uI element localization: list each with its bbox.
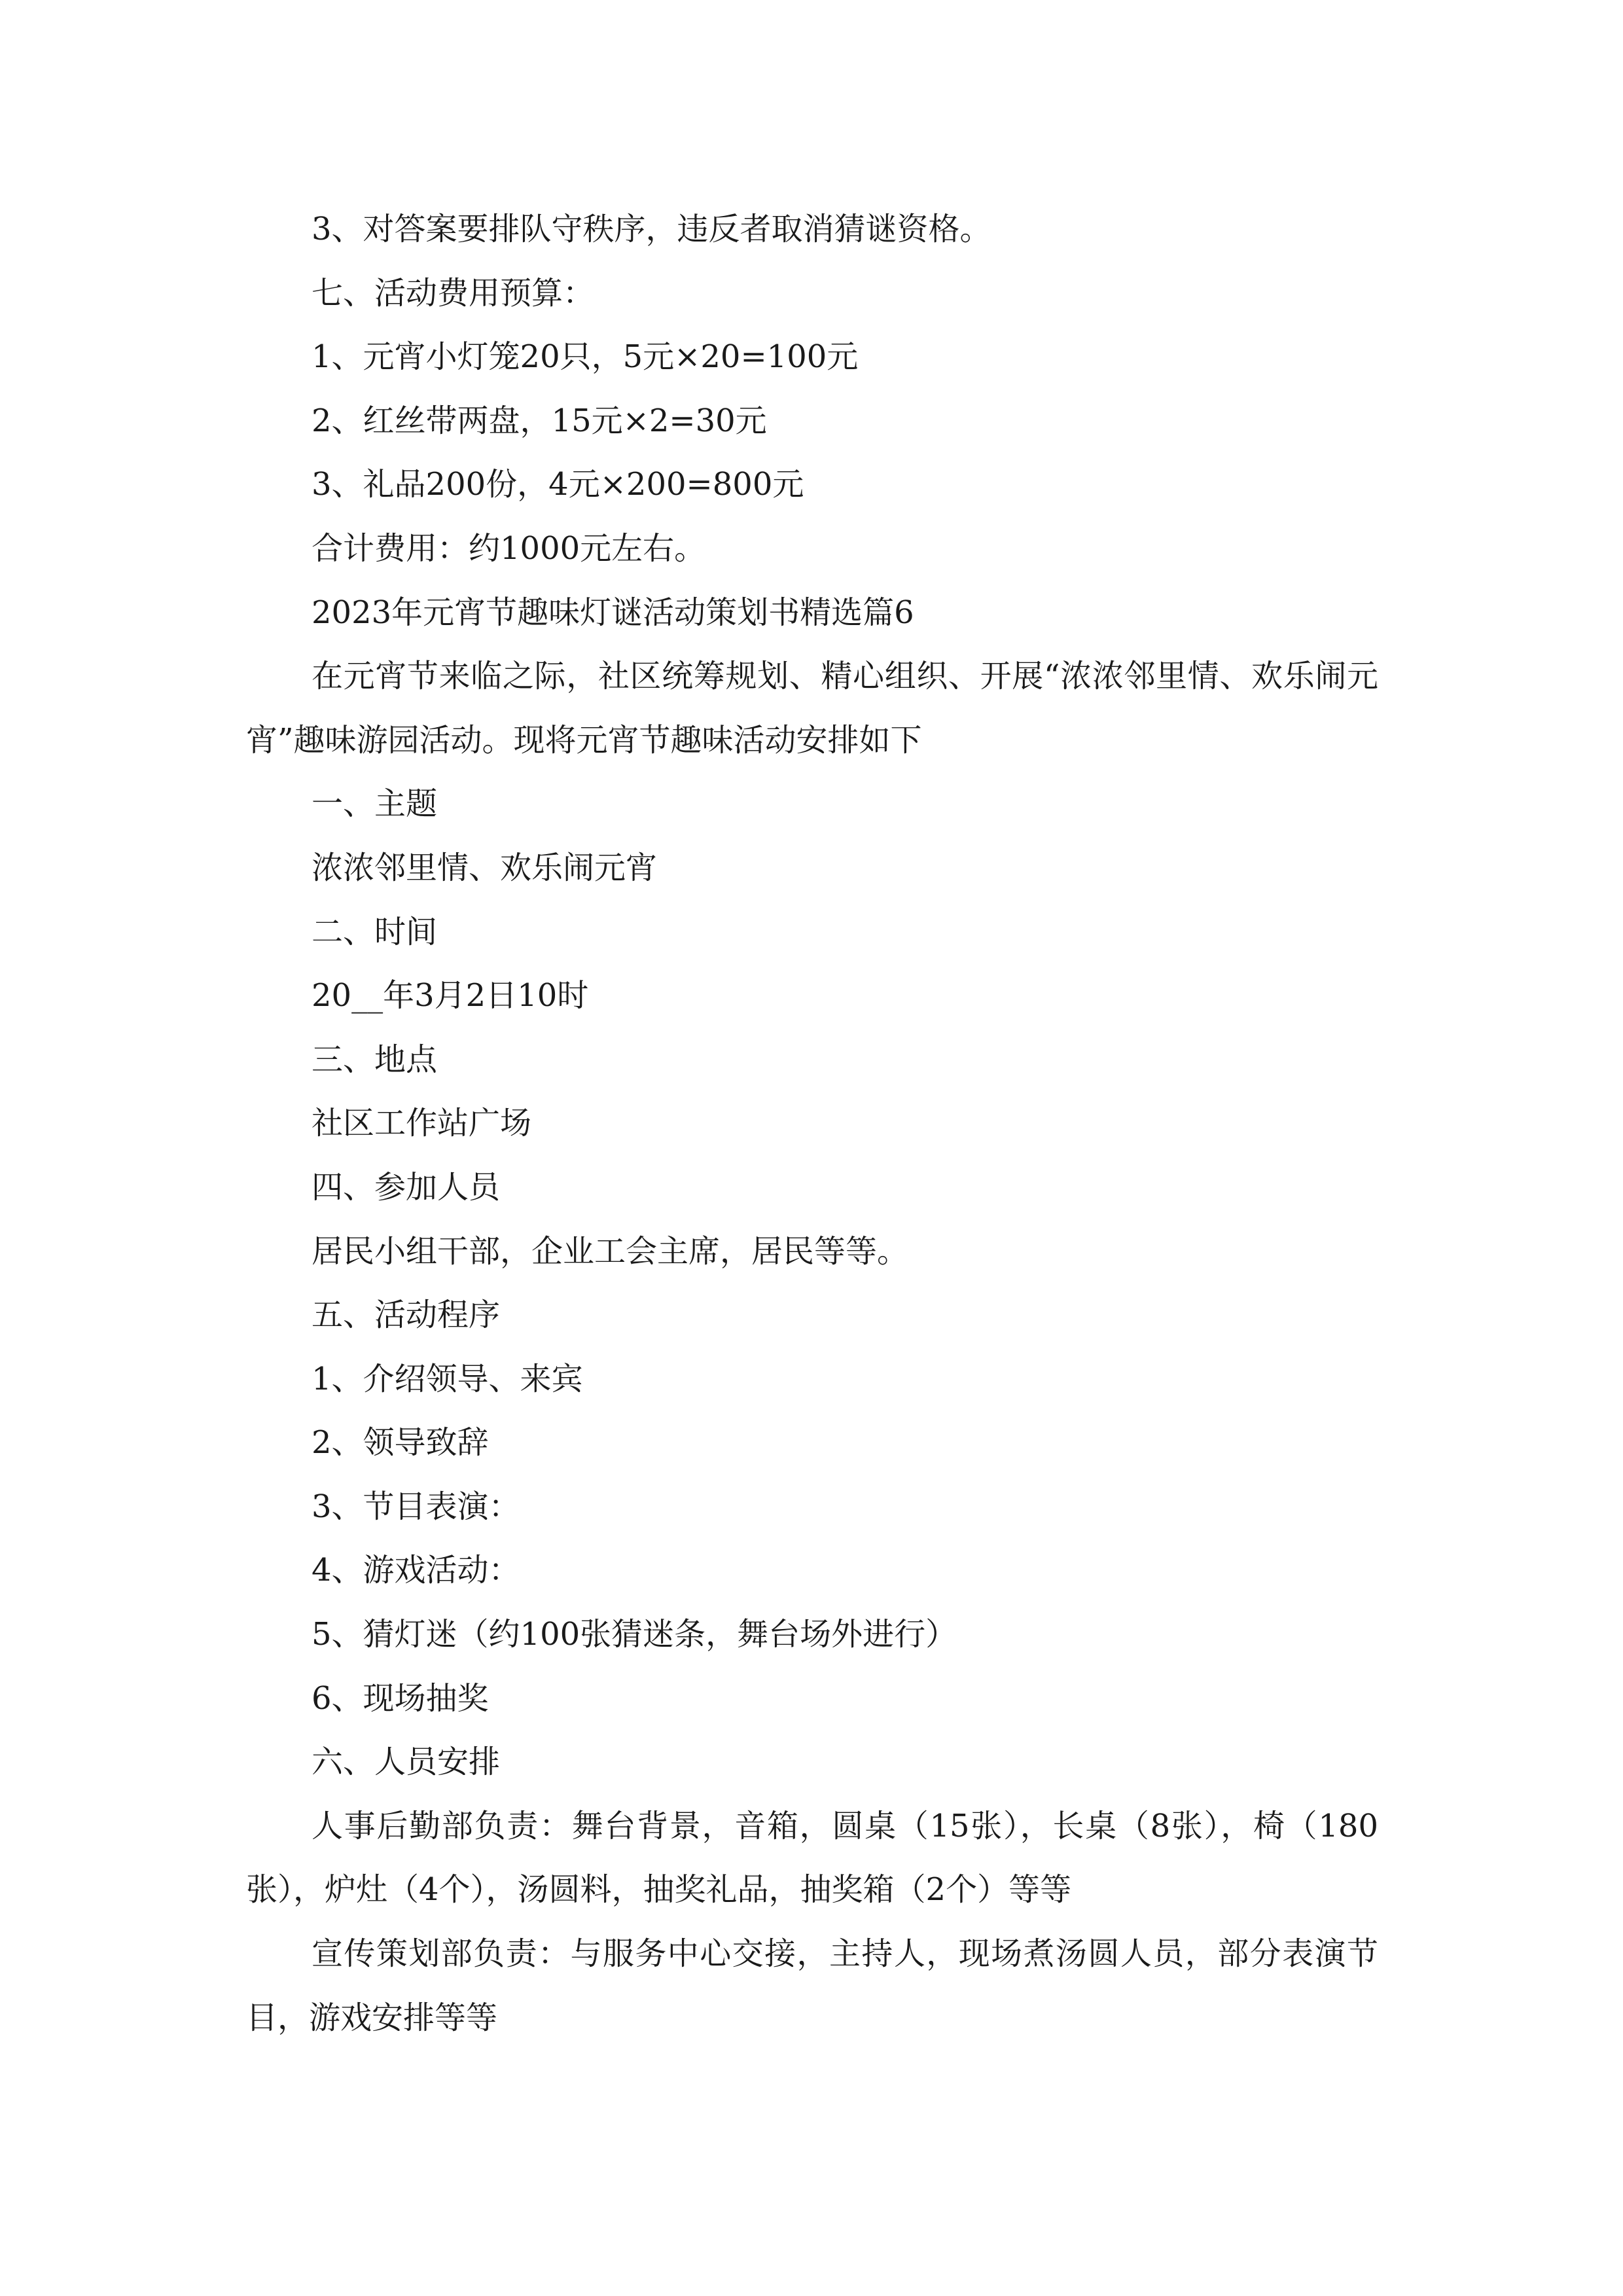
document-body (246, 198, 1378, 2050)
budget-item-lanterns: 1、元宵小灯笼20只，5元×20=100元 (312, 338, 859, 376)
staff-publicity-paragraph: 宣传策划部负责：与服务中心交接，主持人，现场煮汤圆人员，部分表演节目，游戏安排等等 (246, 1935, 1378, 2036)
section-time-heading: 二、时间 (312, 913, 438, 950)
section-participants-heading: 四、参加人员 (312, 1168, 501, 1206)
program-item-3: 3、节目表演： (312, 1488, 520, 1525)
program-item-2: 2、领导致辞 (312, 1424, 489, 1462)
rule-line-3: 3、对答案要排队守秩序，违反者取消猜谜资格。 (312, 211, 991, 247)
section-theme-text: 浓浓邻里情、欢乐闹元宵 (312, 849, 658, 886)
budget-total: 合计费用：约1000元左右。 (312, 529, 706, 567)
program-item-5: 5、猜灯迷（约100张猜迷条，舞台场外进行） (312, 1616, 957, 1653)
budget-heading: 七、活动费用预算： (312, 274, 595, 312)
budget-item-gifts: 3、礼品200份，4元×200=800元 (312, 466, 804, 503)
section-location-heading: 三、地点 (312, 1041, 438, 1078)
section-participants-text: 居民小组干部，企业工会主席，居民等等。 (312, 1232, 909, 1270)
budget-item-ribbons: 2、红丝带两盘，15元×2=30元 (312, 402, 767, 439)
intro-paragraph: 在元宵节来临之际，社区统筹规划、精心组织、开展“浓浓邻里情、欢乐闹元宵”趣味游园活动。现将元宵节趣味活动安排如下 (246, 658, 1378, 759)
program-item-1: 1、介绍领导、来宾 (312, 1360, 583, 1397)
program-item-6: 6、现场抽奖 (312, 1679, 489, 1717)
section-program-heading: 五、活动程序 (312, 1297, 501, 1334)
section-theme-heading: 一、主题 (312, 785, 438, 823)
section-staff-heading: 六、人员安排 (312, 1744, 501, 1781)
article-title: 2023年元宵节趣味灯谜活动策划书精选篇6 (312, 594, 914, 631)
program-item-4: 4、游戏活动： (312, 1552, 520, 1589)
section-location-text: 社区工作站广场 (312, 1105, 532, 1142)
section-time-text: 20__年3月2日10时 (312, 977, 589, 1014)
staff-logistics-paragraph: 人事后勤部负责：舞台背景，音箱，圆桌（15张），长桌（8张），椅（180张），炉灶（4个），汤圆料，抽奖礼品，抽奖箱（2个）等等 (246, 1807, 1378, 1909)
